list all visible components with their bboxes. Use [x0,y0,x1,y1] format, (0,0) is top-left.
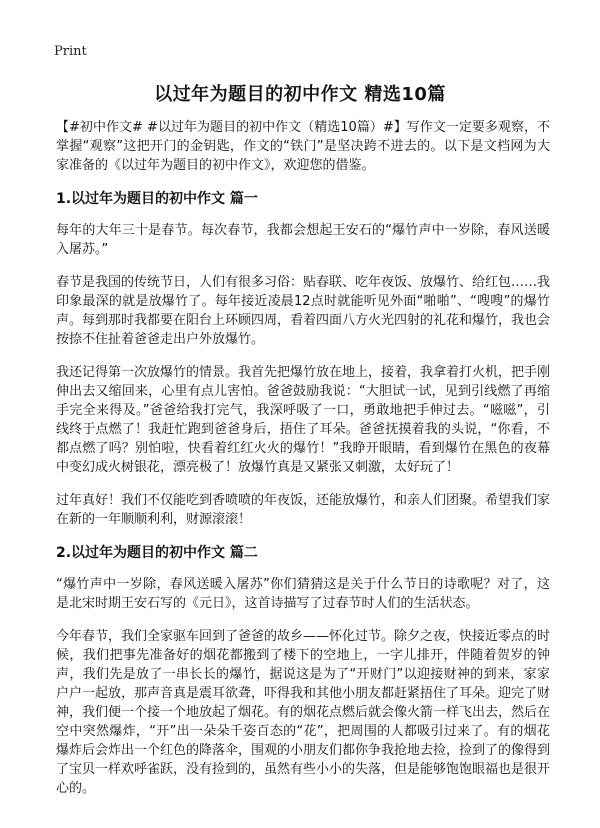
body-paragraph: 过年真好！我们不仅能吃到香喷喷的年夜饭，还能放爆竹，和亲人们团聚。希望我们家在新的一年顺顺利利，财源滚滚！ [56,493,551,527]
body-paragraph: 春节是我国的传统节日，人们有很多习俗：贴春联、吃年夜饭、放爆竹、给红包……我印象最深的就是放爆竹了。每年接近凌晨12点时就能听见外面“啪啪”、“嗖嗖”的爆竹声。每到那时我都要在阳台上环顾四周，看着四面八方火光四射的礼花和爆竹，我也会按捺不住扯着爸爸走出户外放爆竹。 [56,275,551,347]
section-heading: 1.以过年为题目的初中作文 篇一 [56,191,258,207]
section-1 [56,189,550,529]
body-paragraph: 今年春节，我们全家驱车回到了爸爸的故乡——怀化过节。除夕之夜，快接近零点的时候，我们把事先准备好的烟花都搬到了楼下的空地上，一字儿排开，伴随着贺岁的钟声，我们先是放了一串长长的爆竹，据说这是为了“开财门”以迎接财神的到来，家家户户一起放，那声音真是震耳欲聋，吓得我和其他小朋友都赶紧捂住了耳朵。迎完了财神，我们便一个接一个地放起了烟花。有的烟花点燃后就会像火箭一样飞出去，然后在空中突然爆炸，“开”出一朵朵千姿百态的“花”，把周围的人都吸引过来了。有的烟花爆炸后会炸出一个红色的降落伞，围观的小朋友们都你争我抢地去捡，捡到了的像得到了宝贝一样欢呼雀跃，没有捡到的，虽然有些小小的失落，但是能够饱饱眼福也是很开心的。 [56,629,551,796]
section-2 [56,543,550,798]
body-paragraph: 我还记得第一次放爆竹的情景。我首先把爆竹放在地上，接着，我拿着打火机，把手刚伸出去又缩回来，心里有点儿害怕。爸爸鼓励我说：“大胆试一试，见到引线燃了再缩手完全来得及。”爸爸给我打完气，我深呼吸了一口，勇敢地把手伸过去。“嗞嗞”，引线终于点燃了！我赶忙跑到爸爸身后，捂住了耳朵。爸爸抚摸着我的头说，“你看，不都点燃了吗？别怕啦，快看着红红火火的爆竹！”我睁开眼睛，看到爆竹在黑色的夜幕中变幻成火树银花，漂亮极了！放爆竹真是又紧张又刺激，太好玩了！ [56,365,551,475]
document-body [56,118,550,812]
print-label: Print [54,44,87,59]
body-paragraph: “爆竹声中一岁除，春风送暖入屠苏”你们猜猜这是关于什么节日的诗歌呢？对了，这是北宋时期王安石写的《元日》，这首诗描写了过春节时人们的生活状态。 [56,577,550,611]
document-title: 以过年为题目的初中作文 精选10篇 [154,84,446,105]
body-paragraph: 每年的大年三十是春节。每次春节，我都会想起王安石的“爆竹声中一岁除，春风送暖入屠苏。” [56,223,550,257]
intro-paragraph: 【#初中作文# #以过年为题目的初中作文（精选10篇）#】写作文一定要多观察，不掌握“观察”这把开门的金钥匙，作文的“铁门”是坚决跨不进去的。以下是文档网为大家准备的《以过年为题目的初中作文》，欢迎您的借鉴。 [56,120,550,173]
section-heading: 2.以过年为题目的初中作文 篇二 [56,545,258,561]
